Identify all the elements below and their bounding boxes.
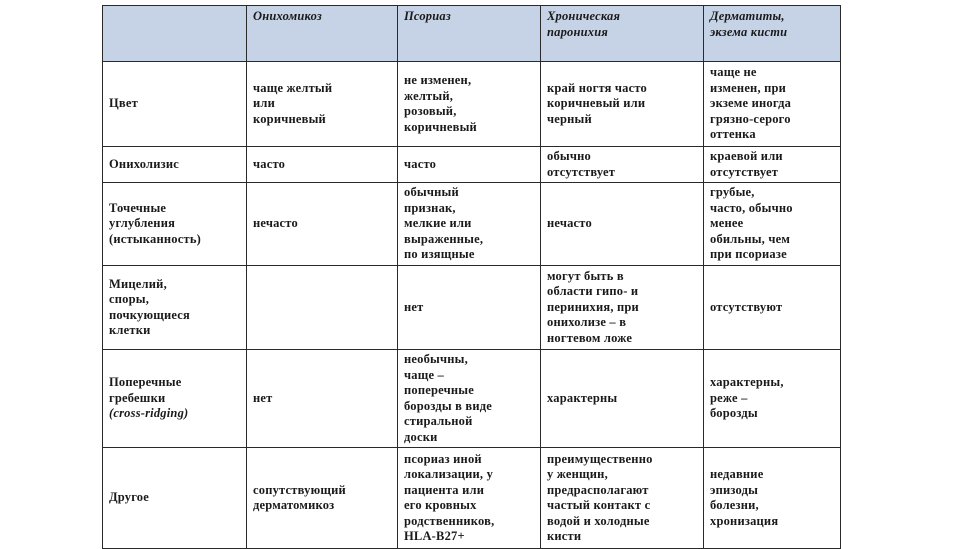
row-label-other: Другое xyxy=(103,448,247,549)
row-label-pitting: Точечные углубления (истыканность) xyxy=(103,183,247,266)
table-cell: нет xyxy=(398,266,541,350)
table-cell: грубые, часто, обычно менее обильны, чем при псориазе xyxy=(704,183,841,266)
header-onychomycosis: Онихомикоз xyxy=(247,6,398,62)
table-cell: чаще не изменен, при экземе иногда грязно-серого оттенка xyxy=(704,62,841,147)
table-row-mycelium xyxy=(103,266,841,350)
table-cell: краевой или отсутствует xyxy=(704,147,841,183)
table-cell: часто xyxy=(247,147,398,183)
table-cell: недавние эпизоды болезни, хронизация xyxy=(704,448,841,549)
table-cell: сопутствующий дерматомикоз xyxy=(247,448,398,549)
table-header-row xyxy=(103,6,841,62)
table-cell: псориаз иной локализации, у пациента или его кровных родственников, HLA-B27+ xyxy=(398,448,541,549)
header-corner-cell xyxy=(103,6,247,62)
row-label-cross-ridging-latin: (cross-ridging) xyxy=(109,406,189,421)
row-label-mycelium: Мицелий, споры, почкующиеся клетки xyxy=(103,266,247,350)
table-cell: могут быть в области гипо- и перинихия, при онихолизе – в ногтевом ложе xyxy=(541,266,704,350)
table-cell: нет xyxy=(247,350,398,448)
table-cell: чаще желтый или коричневый xyxy=(247,62,398,147)
table-cell: не изменен, желтый, розовый, коричневый xyxy=(398,62,541,147)
table-cell: обычный признак, мелкие или выраженные, по изящные xyxy=(398,183,541,266)
table-cell xyxy=(247,266,398,350)
table-cell: нечасто xyxy=(247,183,398,266)
table-row-pitting xyxy=(103,183,841,266)
row-label-cross-ridging: Поперечные гребешки (cross-ridging) xyxy=(103,350,247,448)
table-cell: часто xyxy=(398,147,541,183)
table-cell: отсутствуют xyxy=(704,266,841,350)
table-cell: характерны xyxy=(541,350,704,448)
table-cell: нечасто xyxy=(541,183,704,266)
table-cell: характерны, реже – борозды xyxy=(704,350,841,448)
table-row-onycholysis xyxy=(103,147,841,183)
table-cell: обычно отсутствует xyxy=(541,147,704,183)
table-cell: необычны, чаще – поперечные борозды в виде стиральной доски xyxy=(398,350,541,448)
header-dermatitis-eczema: Дерматиты, экзема кисти xyxy=(704,6,841,62)
table-cell: край ногтя часто коричневый или черный xyxy=(541,62,704,147)
table-row-color xyxy=(103,62,841,147)
row-label-onycholysis: Онихолизис xyxy=(103,147,247,183)
table-row-cross-ridging xyxy=(103,350,841,448)
row-label-color: Цвет xyxy=(103,62,247,147)
header-psoriasis: Псориаз xyxy=(398,6,541,62)
table-row-other xyxy=(103,448,841,549)
table-cell: преимущественно у женщин, предрасполагают частый контакт с водой и холодные кисти xyxy=(541,448,704,549)
header-chronic-paronychia: Хроническая паронихия xyxy=(541,6,704,62)
comparison-table xyxy=(102,5,841,549)
